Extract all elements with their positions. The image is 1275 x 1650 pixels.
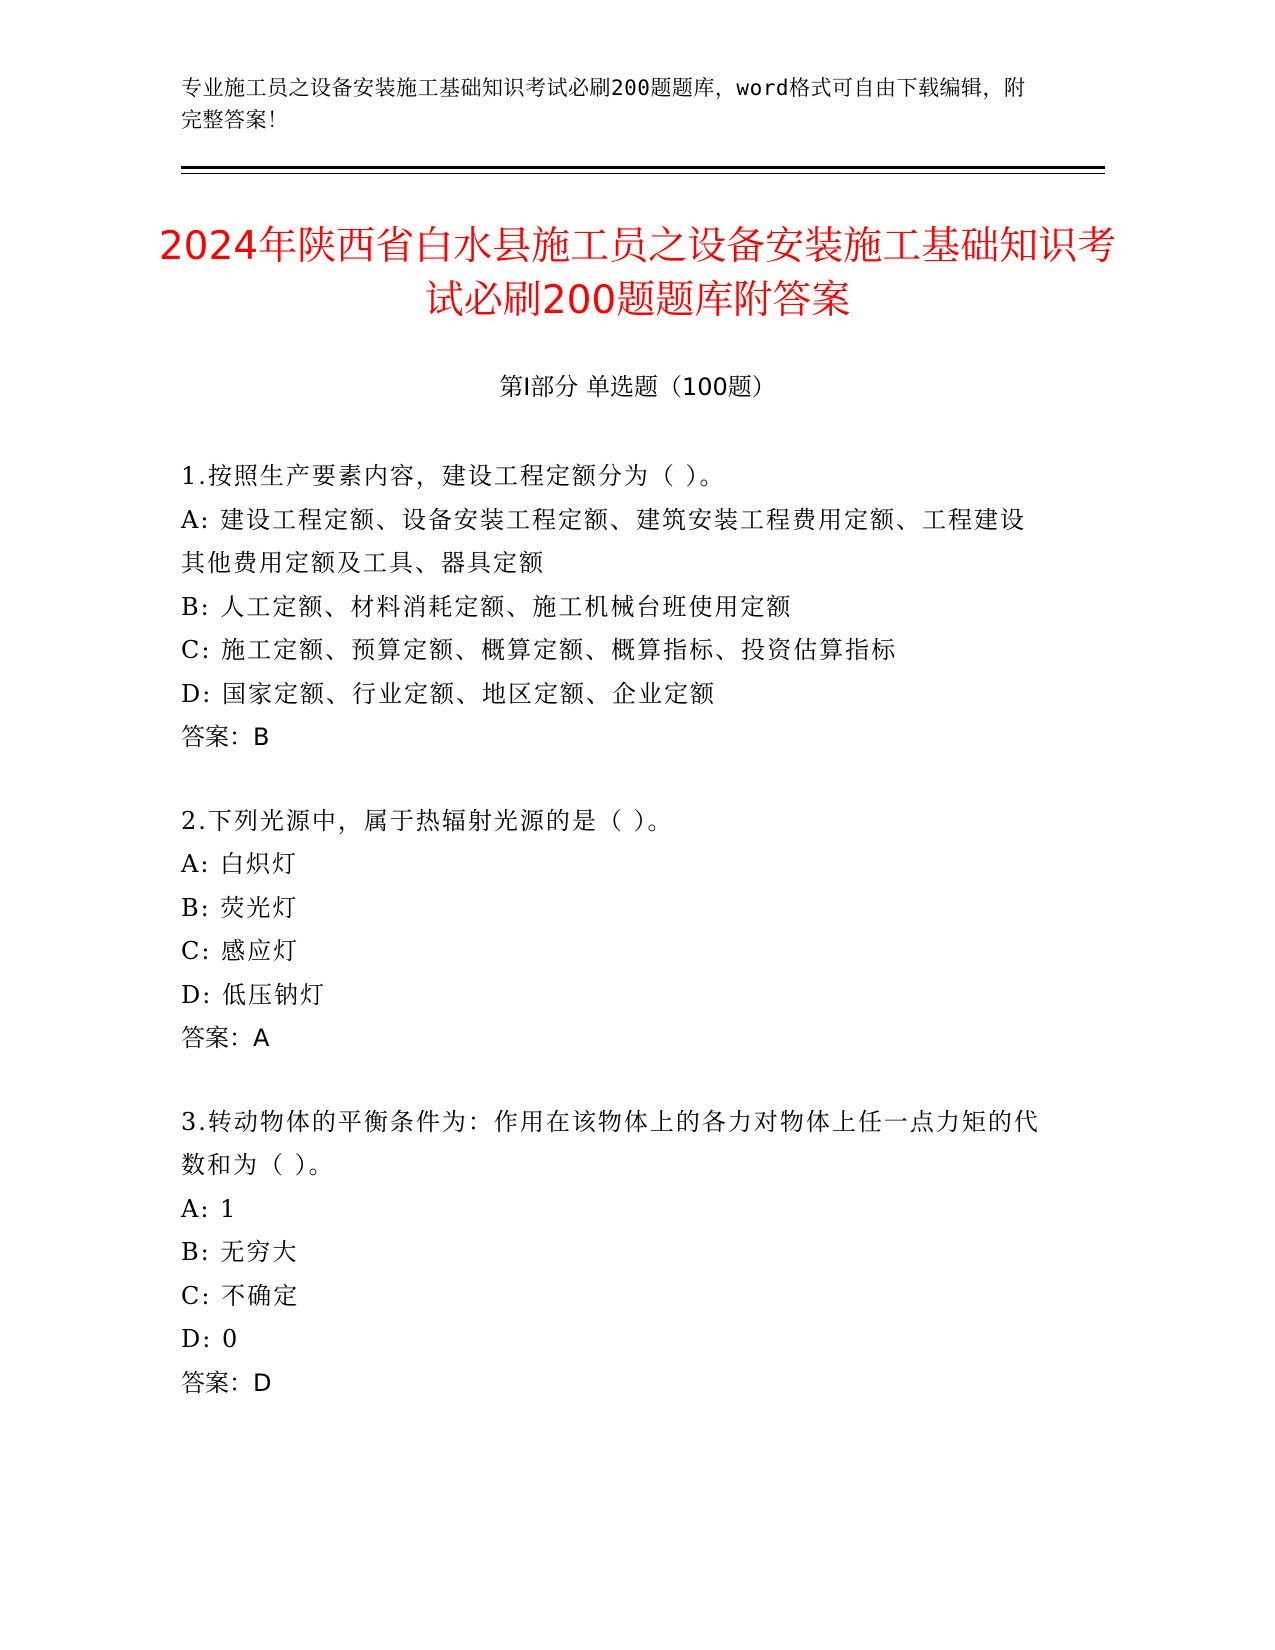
option-d: D: 低压钠灯 [181,980,326,1009]
document-title: 2024年陕西省白水县施工员之设备安装施工基础知识考试必刷200题题库附答案 [158,224,1117,323]
answer: 答案：B [181,723,270,751]
option-b: B: 人工定额、材料消耗定额、施工机械台班使用定额 [181,592,793,621]
option-c: C: 施工定额、预算定额、概算定额、概算指标、投资估算指标 [181,636,898,664]
question-3 [181,1101,1041,1406]
option-a: A: 1 [181,1194,238,1223]
header-divider-thin [181,173,1105,174]
question-stem: 2.下列光源中，属于热辐射光源的是（ ）。 [181,806,674,835]
option-b: B: 荧光灯 [181,893,299,922]
option-b: B: 无穷大 [181,1238,299,1266]
question-stem: 1.按照生产要素内容，建设工程定额分为（ ）。 [181,462,726,490]
answer: 答案：A [181,1024,270,1052]
option-d: D: 国家定额、行业定额、地区定额、企业定额 [181,679,716,708]
question-stem: 3.转动物体的平衡条件为：作用在该物体上的各力对物体上任一点力矩的代数和为（ ）。 [181,1107,1040,1179]
question-list [181,455,1041,1445]
question-2 [181,800,1041,1061]
option-d: D: 0 [181,1325,240,1353]
option-a: A: 建设工程定额、设备安装工程定额、建筑安装工程费用定额、工程建设其他费用定额及工具、器具定额 [181,505,1027,577]
option-c: C: 不确定 [181,1281,300,1310]
section-heading: 第Ⅰ部分 单选题（100题） [499,373,776,401]
question-1 [181,455,1041,760]
header-divider-thick [181,166,1105,169]
header-note: 专业施工员之设备安装施工基础知识考试必刷200题题库，word格式可自由下载编辑，附完整答案！ [181,76,1026,132]
option-c: C: 感应灯 [181,937,300,965]
answer: 答案：D [181,1368,272,1397]
option-a: A: 白炽灯 [181,850,299,878]
